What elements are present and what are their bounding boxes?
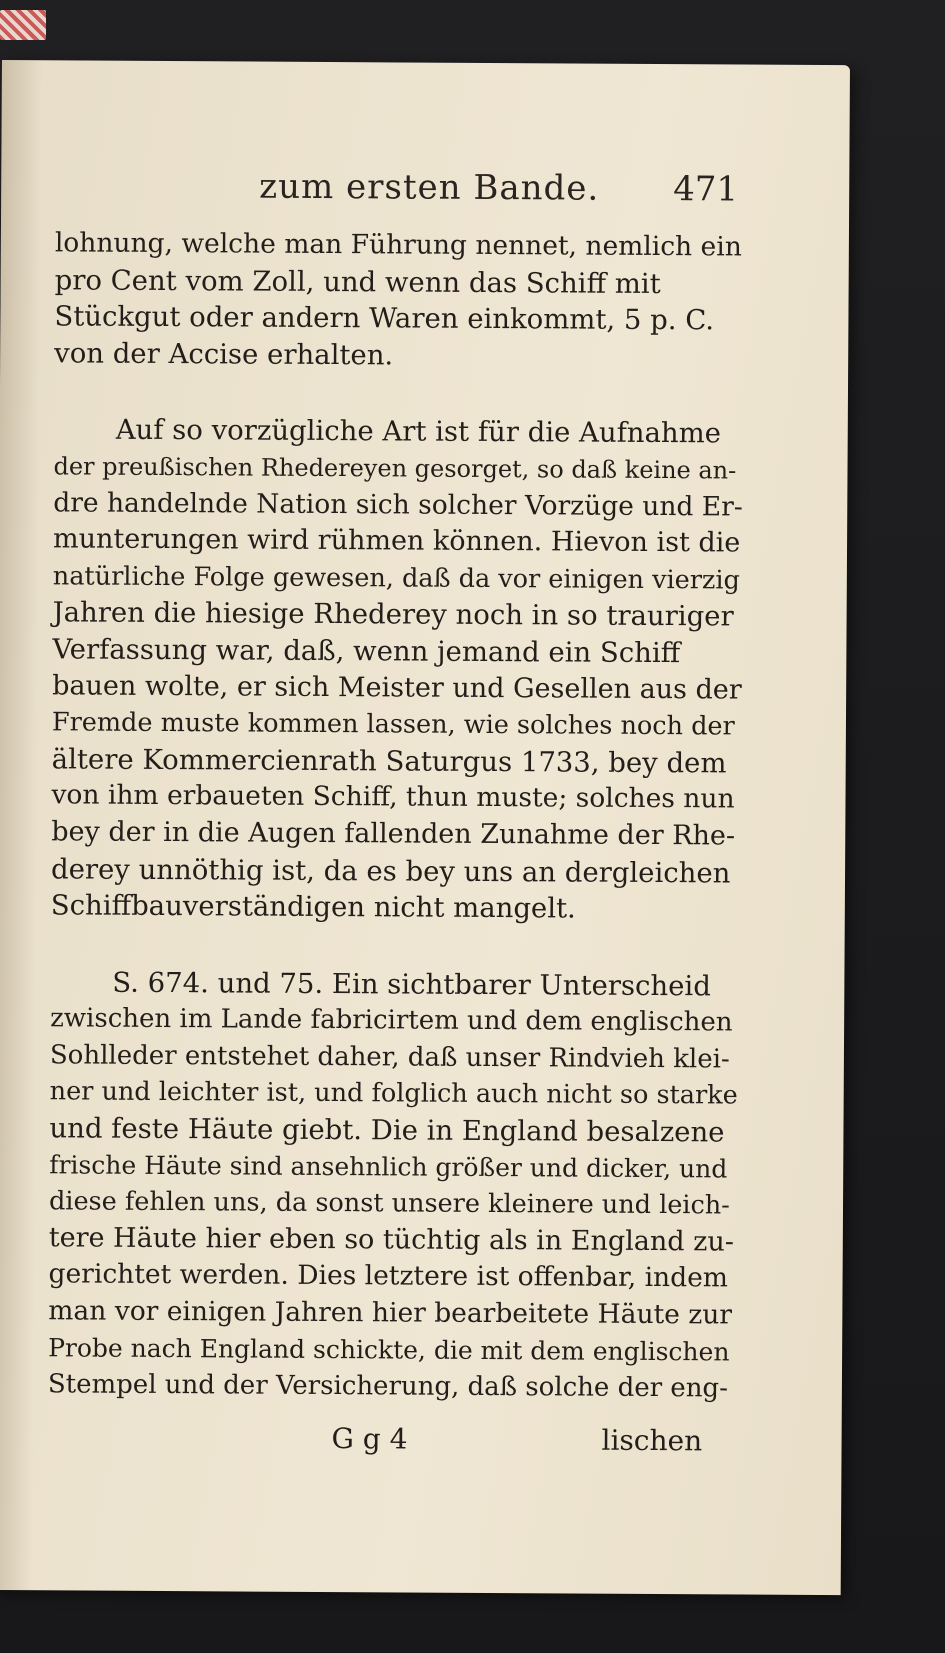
text-line: derey unnöthig ist, da es bey uns an dergleichen (50, 852, 731, 889)
text-line: ältere Kommercienrath Saturgus 1733, bey dem (51, 743, 727, 780)
text-line: Auf so vorzügliche Art ist für die Aufnahme (115, 414, 722, 450)
text-line: bauen wolte, er sich Meister und Gesellen aus der (52, 669, 742, 706)
text-line: man vor einigen Jahren hier bearbeitete Häute zur (48, 1295, 733, 1331)
text-line: S. 674. und 75. Ein sichtbarer Unterscheid (112, 966, 711, 1003)
text-line: lohnung, welche man Führung nennet, nemlich ein (54, 227, 742, 263)
catchword: lischen (601, 1423, 703, 1458)
text-line: der preußischen Rhedereyen gesorget, so daß keine an- (53, 452, 737, 485)
text-line: von der Accise erhalten. (54, 337, 394, 372)
paragraph-gap (54, 372, 744, 416)
text-line: tere Häute hier eben so tüchtig als in England zu- (48, 1222, 735, 1258)
running-head: zum ersten Bande. (259, 166, 600, 209)
text-line: pro Cent vom Zoll, und wenn das Schiff mit (54, 263, 661, 300)
signature-mark: G g 4 (331, 1422, 408, 1456)
text-line: natürliche Folge gewesen, daß da vor einigen vierzig (52, 561, 740, 596)
text-line: dre handelnde Nation sich solcher Vorzüge und Er- (53, 486, 743, 523)
page-number: 471 (673, 169, 739, 210)
text-line: Stückgut oder andern Waren einkommt, 5 p. C. (54, 300, 715, 337)
paragraph-2 (51, 412, 744, 929)
text-line: bey der in die Augen fallenden Zunahme der Rhe- (51, 816, 736, 852)
page-body (48, 225, 745, 1407)
book-page (0, 60, 850, 1595)
text-line: ner und leichter ist, und folglich auch nicht so starke (49, 1076, 738, 1111)
text-line: Sohlleder entstehet daher, daß unser Rindvieh klei- (49, 1040, 730, 1075)
text-line: Verfassung war, daß, wenn jemand ein Schiff (52, 633, 681, 670)
paragraph-3 (48, 964, 741, 1407)
paragraph-gap (50, 924, 740, 968)
text-line: diese fehlen uns, da sonst unsere kleinere und leich- (48, 1186, 730, 1221)
text-line: munterungen wird rühmen können. Hievon ist die (52, 523, 741, 559)
paragraph-1 (54, 225, 745, 376)
page-footer (0, 1420, 842, 1465)
text-line: Jahren die hiesige Rhederey noch in so trauriger (52, 596, 734, 633)
text-line: Fremde muste kommen lassen, wie solches noch der (51, 707, 735, 742)
text-line: von ihm erbaueten Schiff, thun muste; solches nun (51, 779, 735, 815)
text-line: frische Häute sind ansehnlich größer und dicker, und (49, 1149, 728, 1184)
ribbon-bookmark (0, 10, 46, 40)
text-line: gerichtet werden. Dies letztere ist offenbar, indem (48, 1258, 729, 1294)
text-line: und feste Häute giebt. Die in England besalzene (49, 1112, 725, 1149)
page-header (1, 165, 849, 220)
text-line: Schiffbauverständigen nicht mangelt. (50, 889, 576, 925)
text-line: zwischen im Lande fabricirtem und dem englischen (50, 1003, 733, 1038)
text-line: Probe nach England schickte, die mit dem englischen (48, 1332, 730, 1367)
text-line: Stempel und der Versicherung, daß solche der eng- (47, 1369, 729, 1404)
